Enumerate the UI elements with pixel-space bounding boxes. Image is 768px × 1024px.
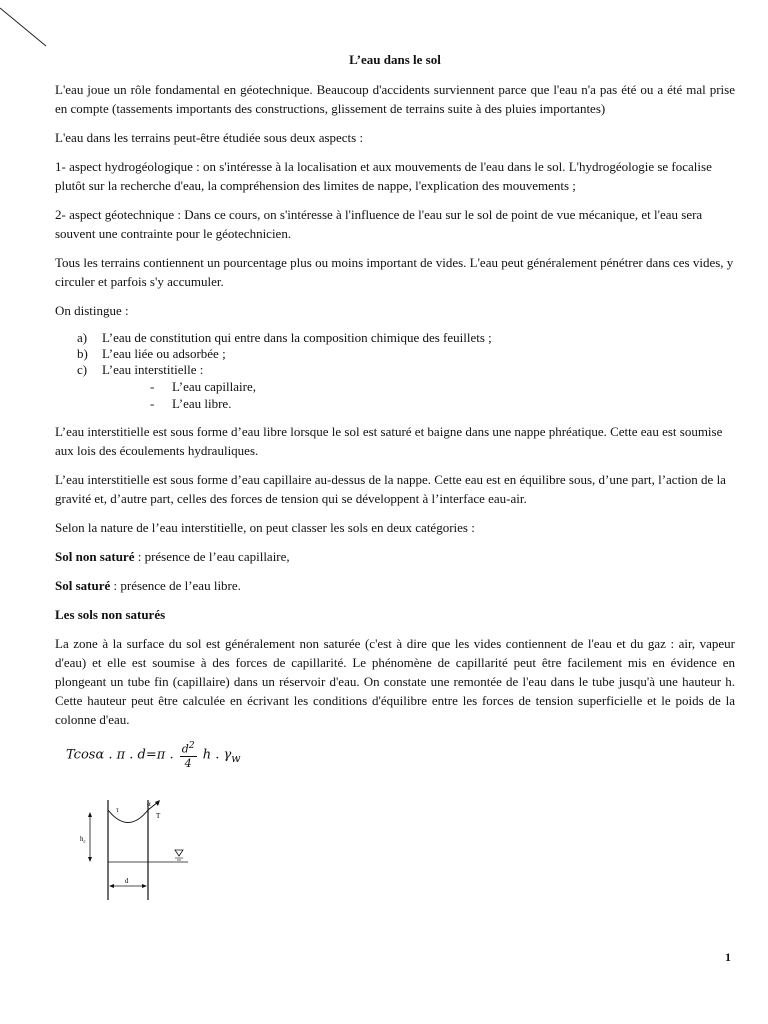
paragraph-aspects: L'eau dans les terrains peut-être étudiée sous deux aspects :	[55, 130, 364, 145]
paragraph-capillarite: La zone à la surface du sol est généralement non saturée (c'est à dire que les vides contiennent de l'eau et du gaz : air, vapeur d'eau) et elle est soumise à des forces de capillarité. Le phénomène de capillarité peut être facilement mis en évidence en plongeant un tube fin (capillaire) dans un réservoir d'eau. On constate une remontée de l'eau dans le tube jusqu'à une hauteur h. Cette hauteur peut être calculée en écrivant les conditions d'équilibre entre les forces de tension superficielle et le poids de la colonne d'eau.	[55, 636, 735, 727]
paragraph-sol-sature	[55, 576, 735, 595]
list-item	[55, 346, 735, 362]
capillary-tube-figure	[78, 800, 218, 905]
label-alpha: α	[147, 800, 151, 808]
page-number: 1	[725, 950, 731, 964]
paragraph-vides: Tous les terrains contiennent un pourcentage plus ou moins important de vides. L'eau peut généralement pénétrer dans ces vides, y circuler et parfois s'y accumuler.	[55, 255, 734, 289]
paragraph-intro: L'eau joue un rôle fondamental en géotechnique. Beaucoup d'accidents surviennent parce que l'eau n'a pas été ou a été mal prise en compte (tassements importants des constructions, glissement de terrains suite à des pluies importantes)	[55, 82, 735, 116]
paragraph-eau-libre: L’eau interstitielle est sous forme d’eau libre lorsque le sol est saturé et baigne dans une nappe phréatique. Cette eau est soumise aux lois des écoulements hydrauliques.	[55, 424, 723, 458]
formula-left: Tcosα . π . d=π .	[66, 747, 174, 763]
sublist-item-text: L’eau capillaire,	[172, 379, 256, 394]
list-marker: c)	[77, 362, 88, 377]
label-diameter: d	[125, 877, 129, 885]
list-item-text: L’eau liée ou adsorbée ;	[102, 346, 226, 361]
list-item-text: L’eau de constitution qui entre dans la composition chimique des feuillets ;	[102, 330, 492, 345]
term-sol-sature: Sol saturé	[55, 578, 111, 593]
label-tau: τ	[116, 806, 119, 814]
section-heading	[55, 605, 735, 624]
label-tension: T	[156, 812, 161, 820]
sublist-item	[102, 378, 735, 395]
label-height: $h_c$	[80, 835, 86, 845]
list-item	[55, 330, 735, 346]
definition-sol-non-sature: : présence de l’eau capillaire,	[134, 549, 290, 564]
sublist-item	[102, 395, 735, 412]
sublist-marker: -	[150, 396, 155, 411]
water-types-list	[55, 330, 735, 412]
list-item	[55, 362, 735, 412]
capillarity-formula	[66, 740, 241, 770]
paragraph-hydrogeologique: 1- aspect hydrogéologique : on s'intéresse à la localisation et aux mouvements de l'eau dans le sol. L'hydrogéologie se focalise plutôt sur la recherche d'eau, la compréhension des limites de nappe, l'explication des mouvements ;	[55, 159, 712, 193]
formula-right: h . γ	[202, 747, 232, 763]
list-marker: a)	[77, 330, 88, 345]
formula-right-subscript: w	[231, 751, 241, 765]
paragraph-eau-capillaire: L’eau interstitielle est sous forme d’eau capillaire au-dessus de la nappe. Cette eau est en équilibre sous, d’une part, l’action de la gravité et, d’autre part, celles des forces de tension qui se développent à l’interface eau-air.	[55, 472, 726, 506]
formula-num-exponent: 2	[188, 740, 195, 751]
term-sol-non-sature: Sol non saturé	[55, 549, 135, 564]
sublist-item-text: L’eau libre.	[172, 396, 232, 411]
formula-fraction	[180, 740, 197, 770]
section-heading-text: Les sols non saturés	[55, 607, 166, 622]
paragraph-sol-non-sature	[55, 547, 735, 566]
paragraph-on-distingue: On distingue :	[55, 303, 129, 318]
corner-fold-line	[0, 0, 60, 60]
paragraph-geotechnique: 2- aspect géotechnique : Dans ce cours, on s'intéresse à l'influence de l'eau sur le sol de point de vue mécanique, et l'eau sera souvent une contrainte pour le géotechnicien.	[55, 207, 703, 241]
document-body	[55, 52, 735, 739]
sublist-marker: -	[150, 379, 155, 394]
formula-numerator	[180, 740, 197, 757]
formula-num-var: d	[181, 742, 189, 756]
paragraph-categories: Selon la nature de l’eau interstitielle, on peut classer les sols en deux catégories :	[55, 520, 475, 535]
formula-denominator: 4	[184, 756, 192, 770]
interstitial-sublist	[102, 378, 735, 412]
definition-sol-sature: : présence de l’eau libre.	[110, 578, 241, 593]
page-title: L’eau dans le sol	[349, 52, 441, 67]
list-marker: b)	[77, 346, 88, 361]
list-item-text: L’eau interstitielle :	[102, 362, 204, 377]
